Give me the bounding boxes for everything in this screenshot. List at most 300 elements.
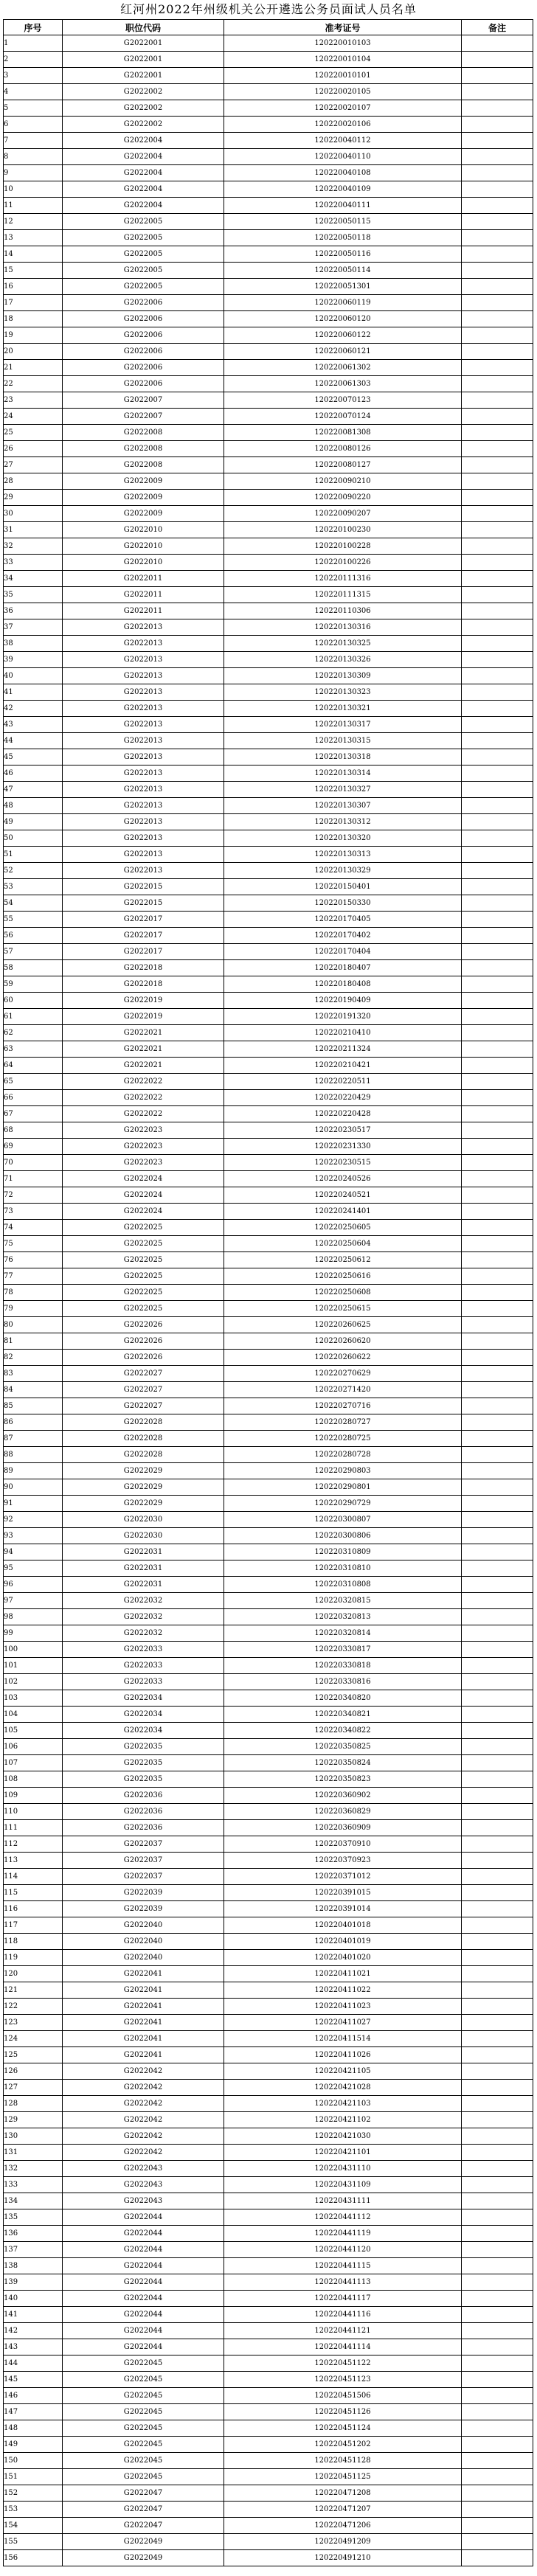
row-ticket-number-cell: 120220250615: [224, 1301, 462, 1317]
row-seq-cell: 138: [4, 2258, 63, 2274]
table-row: [4, 165, 533, 181]
row-position-code-cell: G2022008: [63, 457, 224, 473]
row-position-code-cell: G2022013: [63, 798, 224, 814]
table-row: [4, 1431, 533, 1447]
row-position-code-cell: G2022043: [63, 2193, 224, 2209]
row-seq-cell: 10: [4, 181, 63, 198]
row-remarks-cell: [462, 1707, 533, 1723]
row-ticket-number-cell: 120220391015: [224, 1885, 462, 1901]
table-row: [4, 1788, 533, 1804]
interview-roster-table: [3, 19, 533, 2566]
row-position-code-cell: G2022008: [63, 425, 224, 441]
row-ticket-number-cell: 120220170402: [224, 928, 462, 944]
row-seq-cell: 141: [4, 2307, 63, 2323]
row-position-code-cell: G2022042: [63, 2096, 224, 2112]
row-position-code-cell: G2022006: [63, 311, 224, 327]
row-seq-cell: 143: [4, 2339, 63, 2355]
row-seq-cell: 113: [4, 1853, 63, 1869]
row-remarks-cell: [462, 165, 533, 181]
row-seq-cell: 41: [4, 684, 63, 701]
row-seq-cell: 47: [4, 782, 63, 798]
row-position-code-cell: G2022022: [63, 1074, 224, 1090]
row-position-code-cell: G2022045: [63, 2420, 224, 2437]
row-seq-cell: 30: [4, 506, 63, 522]
table-row: [4, 2291, 533, 2307]
row-remarks-cell: [462, 1544, 533, 1560]
row-ticket-number-cell: 120220411022: [224, 1982, 462, 1999]
row-position-code-cell: G2022036: [63, 1788, 224, 1804]
row-seq-cell: 66: [4, 1090, 63, 1106]
row-ticket-number-cell: 120220061302: [224, 360, 462, 376]
table-row: [4, 311, 533, 327]
table-row: [4, 1236, 533, 1252]
row-seq-cell: 110: [4, 1804, 63, 1820]
row-remarks-cell: [462, 2063, 533, 2080]
row-remarks-cell: [462, 2453, 533, 2469]
table-row: [4, 993, 533, 1009]
row-ticket-number-cell: 120220010103: [224, 35, 462, 52]
row-remarks-cell: [462, 2177, 533, 2193]
row-ticket-number-cell: 120220210421: [224, 1058, 462, 1074]
row-seq-cell: 134: [4, 2193, 63, 2209]
row-position-code-cell: G2022005: [63, 279, 224, 295]
row-remarks-cell: [462, 798, 533, 814]
row-ticket-number-cell: 120220050118: [224, 230, 462, 246]
row-seq-cell: 96: [4, 1577, 63, 1593]
row-position-code-cell: G2022044: [63, 2339, 224, 2355]
table-row: [4, 1398, 533, 1414]
row-seq-cell: 94: [4, 1544, 63, 1560]
row-position-code-cell: G2022024: [63, 1171, 224, 1187]
row-position-code-cell: G2022045: [63, 2372, 224, 2388]
row-position-code-cell: G2022013: [63, 830, 224, 847]
row-remarks-cell: [462, 1025, 533, 1041]
row-seq-cell: 32: [4, 538, 63, 555]
row-position-code-cell: G2022017: [63, 928, 224, 944]
row-seq-cell: 85: [4, 1398, 63, 1414]
table-row: [4, 117, 533, 133]
row-remarks-cell: [462, 2469, 533, 2485]
table-row: [4, 749, 533, 765]
table-row: [4, 133, 533, 149]
row-ticket-number-cell: 120220040110: [224, 149, 462, 165]
row-seq-cell: 14: [4, 246, 63, 263]
row-ticket-number-cell: 120220290803: [224, 1463, 462, 1479]
row-position-code-cell: G2022002: [63, 84, 224, 100]
row-position-code-cell: G2022028: [63, 1431, 224, 1447]
row-ticket-number-cell: 120220130309: [224, 668, 462, 684]
row-seq-cell: 18: [4, 311, 63, 327]
row-ticket-number-cell: 120220421030: [224, 2128, 462, 2145]
table-row: [4, 603, 533, 619]
row-seq-cell: 7: [4, 133, 63, 149]
row-seq-cell: 115: [4, 1885, 63, 1901]
table-row: [4, 2161, 533, 2177]
row-seq-cell: 26: [4, 441, 63, 457]
row-ticket-number-cell: 120220080126: [224, 441, 462, 457]
row-remarks-cell: [462, 1187, 533, 1204]
row-remarks-cell: [462, 1901, 533, 1917]
row-remarks-cell: [462, 2502, 533, 2518]
row-position-code-cell: G2022045: [63, 2355, 224, 2372]
row-ticket-number-cell: 120220100228: [224, 538, 462, 555]
row-remarks-cell: [462, 84, 533, 100]
row-ticket-number-cell: 120220230515: [224, 1155, 462, 1171]
row-position-code-cell: G2022044: [63, 2307, 224, 2323]
row-position-code-cell: G2022045: [63, 2469, 224, 2485]
row-remarks-cell: [462, 2209, 533, 2226]
row-position-code-cell: G2022049: [63, 2534, 224, 2550]
row-position-code-cell: G2022009: [63, 506, 224, 522]
row-ticket-number-cell: 120220280727: [224, 1414, 462, 1431]
row-seq-cell: 77: [4, 1268, 63, 1285]
row-remarks-cell: [462, 895, 533, 912]
row-remarks-cell: [462, 1041, 533, 1058]
roster-body: [4, 35, 533, 2566]
table-row: [4, 1106, 533, 1122]
row-ticket-number-cell: 120220220429: [224, 1090, 462, 1106]
row-position-code-cell: G2022013: [63, 814, 224, 830]
row-ticket-number-cell: 120220451122: [224, 2355, 462, 2372]
row-seq-cell: 89: [4, 1463, 63, 1479]
row-ticket-number-cell: 120220070123: [224, 392, 462, 409]
table-row: [4, 2096, 533, 2112]
row-remarks-cell: [462, 198, 533, 214]
row-position-code-cell: G2022004: [63, 133, 224, 149]
row-position-code-cell: G2022045: [63, 2437, 224, 2453]
table-row: [4, 246, 533, 263]
header-row: [4, 20, 533, 35]
row-position-code-cell: G2022044: [63, 2323, 224, 2339]
row-seq-cell: 80: [4, 1317, 63, 1333]
row-seq-cell: 108: [4, 1771, 63, 1788]
row-remarks-cell: [462, 2128, 533, 2145]
row-ticket-number-cell: 120220270716: [224, 1398, 462, 1414]
table-row: [4, 2437, 533, 2453]
row-seq-cell: 50: [4, 830, 63, 847]
row-seq-cell: 136: [4, 2226, 63, 2242]
table-row: [4, 1934, 533, 1950]
table-row: [4, 376, 533, 392]
row-position-code-cell: G2022037: [63, 1836, 224, 1853]
row-remarks-cell: [462, 2420, 533, 2437]
row-seq-cell: 69: [4, 1139, 63, 1155]
row-seq-cell: 151: [4, 2469, 63, 2485]
row-position-code-cell: G2022024: [63, 1187, 224, 1204]
row-position-code-cell: G2022043: [63, 2177, 224, 2193]
row-position-code-cell: G2022002: [63, 100, 224, 117]
row-ticket-number-cell: 120220401018: [224, 1917, 462, 1934]
table-row: [4, 1950, 533, 1966]
row-ticket-number-cell: 120220250605: [224, 1220, 462, 1236]
row-remarks-cell: [462, 1723, 533, 1739]
row-remarks-cell: [462, 538, 533, 555]
row-ticket-number-cell: 120220371012: [224, 1869, 462, 1885]
table-row: [4, 2534, 533, 2550]
row-ticket-number-cell: 120220100230: [224, 522, 462, 538]
table-row: [4, 1512, 533, 1528]
row-remarks-cell: [462, 409, 533, 425]
table-row: [4, 506, 533, 522]
table-row: [4, 1966, 533, 1982]
row-position-code-cell: G2022041: [63, 2015, 224, 2031]
row-ticket-number-cell: 120220240521: [224, 1187, 462, 1204]
row-position-code-cell: G2022004: [63, 165, 224, 181]
row-remarks-cell: [462, 2015, 533, 2031]
table-row: [4, 668, 533, 684]
row-position-code-cell: G2022013: [63, 749, 224, 765]
row-ticket-number-cell: 120220250616: [224, 1268, 462, 1285]
row-seq-cell: 53: [4, 879, 63, 895]
row-seq-cell: 142: [4, 2323, 63, 2339]
table-row: [4, 1869, 533, 1885]
row-position-code-cell: G2022031: [63, 1577, 224, 1593]
row-seq-cell: 20: [4, 344, 63, 360]
row-position-code-cell: G2022034: [63, 1690, 224, 1707]
row-remarks-cell: [462, 1414, 533, 1431]
row-remarks-cell: [462, 1609, 533, 1625]
row-remarks-cell: [462, 1009, 533, 1025]
row-ticket-number-cell: 120220260625: [224, 1317, 462, 1333]
row-ticket-number-cell: 120220170404: [224, 944, 462, 960]
table-row: [4, 1139, 533, 1155]
table-row: [4, 2550, 533, 2566]
table-row: [4, 1625, 533, 1642]
table-row: [4, 2469, 533, 2485]
row-position-code-cell: G2022005: [63, 263, 224, 279]
row-remarks-cell: [462, 1771, 533, 1788]
page-title: 红河州2022年州级机关公开遴选公务员面试人员名单: [120, 2, 417, 16]
row-seq-cell: 121: [4, 1982, 63, 1999]
row-seq-cell: 87: [4, 1431, 63, 1447]
row-position-code-cell: G2022044: [63, 2242, 224, 2258]
table-row: [4, 1901, 533, 1917]
row-seq-cell: 155: [4, 2534, 63, 2550]
row-seq-cell: 46: [4, 765, 63, 782]
row-position-code-cell: G2022039: [63, 1901, 224, 1917]
row-seq-cell: 122: [4, 1999, 63, 2015]
table-row: [4, 1025, 533, 1041]
row-remarks-cell: [462, 327, 533, 344]
row-position-code-cell: G2022023: [63, 1122, 224, 1139]
row-remarks-cell: [462, 1155, 533, 1171]
row-position-code-cell: G2022015: [63, 895, 224, 912]
row-seq-cell: 82: [4, 1350, 63, 1366]
row-ticket-number-cell: 120220411026: [224, 2047, 462, 2063]
row-seq-cell: 35: [4, 587, 63, 603]
row-seq-cell: 45: [4, 749, 63, 765]
table-row: [4, 1122, 533, 1139]
row-seq-cell: 59: [4, 976, 63, 993]
table-row: [4, 230, 533, 246]
row-seq-cell: 73: [4, 1204, 63, 1220]
row-ticket-number-cell: 120220130327: [224, 782, 462, 798]
row-remarks-cell: [462, 1122, 533, 1139]
table-row: [4, 701, 533, 717]
table-row: [4, 522, 533, 538]
row-remarks-cell: [462, 1301, 533, 1317]
row-seq-cell: 124: [4, 2031, 63, 2047]
table-row: [4, 1674, 533, 1690]
row-seq-cell: 137: [4, 2242, 63, 2258]
row-position-code-cell: G2022031: [63, 1544, 224, 1560]
row-position-code-cell: G2022018: [63, 960, 224, 976]
table-row: [4, 1009, 533, 1025]
row-position-code-cell: G2022004: [63, 149, 224, 165]
table-row: [4, 619, 533, 636]
row-remarks-cell: [462, 619, 533, 636]
row-position-code-cell: G2022006: [63, 327, 224, 344]
row-seq-cell: 54: [4, 895, 63, 912]
row-ticket-number-cell: 120220260620: [224, 1333, 462, 1350]
row-remarks-cell: [462, 1447, 533, 1463]
row-remarks-cell: [462, 2355, 533, 2372]
row-ticket-number-cell: 120220451128: [224, 2453, 462, 2469]
row-seq-cell: 88: [4, 1447, 63, 1463]
row-position-code-cell: G2022027: [63, 1382, 224, 1398]
row-remarks-cell: [462, 2323, 533, 2339]
row-position-code-cell: G2022006: [63, 295, 224, 311]
row-seq-cell: 93: [4, 1528, 63, 1544]
row-ticket-number-cell: 120220441116: [224, 2307, 462, 2323]
row-position-code-cell: G2022044: [63, 2274, 224, 2291]
row-remarks-cell: [462, 68, 533, 84]
row-seq-cell: 78: [4, 1285, 63, 1301]
row-seq-cell: 29: [4, 490, 63, 506]
row-ticket-number-cell: 120220431111: [224, 2193, 462, 2209]
row-ticket-number-cell: 120220190409: [224, 993, 462, 1009]
row-position-code-cell: G2022049: [63, 2550, 224, 2566]
header-remarks: 备注: [462, 20, 533, 35]
row-ticket-number-cell: 120220370923: [224, 1853, 462, 1869]
header-ticket-number: 准考证号: [224, 20, 462, 35]
table-row: [4, 2372, 533, 2388]
table-row: [4, 2242, 533, 2258]
table-row: [4, 798, 533, 814]
table-row: [4, 344, 533, 360]
row-remarks-cell: [462, 701, 533, 717]
row-seq-cell: 19: [4, 327, 63, 344]
row-seq-cell: 9: [4, 165, 63, 181]
row-ticket-number-cell: 120220451124: [224, 2420, 462, 2437]
row-position-code-cell: G2022023: [63, 1139, 224, 1155]
row-seq-cell: 129: [4, 2112, 63, 2128]
row-ticket-number-cell: 120220090220: [224, 490, 462, 506]
row-ticket-number-cell: 120220130313: [224, 847, 462, 863]
row-remarks-cell: [462, 1528, 533, 1544]
row-ticket-number-cell: 120220310809: [224, 1544, 462, 1560]
table-row: [4, 149, 533, 165]
row-remarks-cell: [462, 100, 533, 117]
row-ticket-number-cell: 120220421105: [224, 2063, 462, 2080]
table-row: [4, 2177, 533, 2193]
row-ticket-number-cell: 120220451202: [224, 2437, 462, 2453]
row-remarks-cell: [462, 1350, 533, 1366]
row-position-code-cell: G2022013: [63, 684, 224, 701]
row-ticket-number-cell: 120220401020: [224, 1950, 462, 1966]
row-remarks-cell: [462, 879, 533, 895]
table-row: [4, 1041, 533, 1058]
row-remarks-cell: [462, 863, 533, 879]
row-seq-cell: 51: [4, 847, 63, 863]
row-seq-cell: 91: [4, 1496, 63, 1512]
row-position-code-cell: G2022037: [63, 1869, 224, 1885]
row-ticket-number-cell: 120220370910: [224, 1836, 462, 1853]
row-seq-cell: 27: [4, 457, 63, 473]
row-seq-cell: 8: [4, 149, 63, 165]
row-position-code-cell: G2022017: [63, 912, 224, 928]
row-seq-cell: 135: [4, 2209, 63, 2226]
row-remarks-cell: [462, 1885, 533, 1901]
row-position-code-cell: G2022036: [63, 1820, 224, 1836]
row-remarks-cell: [462, 1204, 533, 1220]
row-ticket-number-cell: 120220391014: [224, 1901, 462, 1917]
row-remarks-cell: [462, 1139, 533, 1155]
table-row: [4, 2323, 533, 2339]
row-remarks-cell: [462, 1982, 533, 1999]
table-row: [4, 327, 533, 344]
row-ticket-number-cell: 120220191320: [224, 1009, 462, 1025]
row-seq-cell: 2: [4, 52, 63, 68]
row-remarks-cell: [462, 344, 533, 360]
row-seq-cell: 76: [4, 1252, 63, 1268]
table-row: [4, 35, 533, 52]
table-row: [4, 2112, 533, 2128]
row-position-code-cell: G2022028: [63, 1447, 224, 1463]
row-remarks-cell: [462, 1252, 533, 1268]
row-position-code-cell: G2022013: [63, 847, 224, 863]
row-position-code-cell: G2022034: [63, 1707, 224, 1723]
row-remarks-cell: [462, 2388, 533, 2404]
table-row: [4, 879, 533, 895]
row-position-code-cell: G2022030: [63, 1512, 224, 1528]
table-row: [4, 960, 533, 976]
row-remarks-cell: [462, 928, 533, 944]
row-position-code-cell: G2022042: [63, 2112, 224, 2128]
row-position-code-cell: G2022033: [63, 1674, 224, 1690]
row-remarks-cell: [462, 1333, 533, 1350]
row-position-code-cell: G2022044: [63, 2291, 224, 2307]
row-position-code-cell: G2022033: [63, 1642, 224, 1658]
row-seq-cell: 116: [4, 1901, 63, 1917]
row-seq-cell: 84: [4, 1382, 63, 1398]
row-remarks-cell: [462, 717, 533, 733]
row-ticket-number-cell: 120220180407: [224, 960, 462, 976]
row-ticket-number-cell: 120220451125: [224, 2469, 462, 2485]
row-seq-cell: 83: [4, 1366, 63, 1382]
row-position-code-cell: G2022025: [63, 1285, 224, 1301]
row-seq-cell: 103: [4, 1690, 63, 1707]
table-row: [4, 652, 533, 668]
row-ticket-number-cell: 120220240526: [224, 1171, 462, 1187]
row-ticket-number-cell: 120220130326: [224, 652, 462, 668]
row-remarks-cell: [462, 749, 533, 765]
row-position-code-cell: G2022031: [63, 1560, 224, 1577]
row-ticket-number-cell: 120220050116: [224, 246, 462, 263]
table-row: [4, 1885, 533, 1901]
table-row: [4, 52, 533, 68]
row-remarks-cell: [462, 149, 533, 165]
row-ticket-number-cell: 120220130314: [224, 765, 462, 782]
row-seq-cell: 17: [4, 295, 63, 311]
row-ticket-number-cell: 120220130323: [224, 684, 462, 701]
table-row: [4, 814, 533, 830]
row-seq-cell: 127: [4, 2080, 63, 2096]
row-ticket-number-cell: 120220220511: [224, 1074, 462, 1090]
row-position-code-cell: G2022021: [63, 1025, 224, 1041]
table-row: [4, 2388, 533, 2404]
row-remarks-cell: [462, 1966, 533, 1982]
